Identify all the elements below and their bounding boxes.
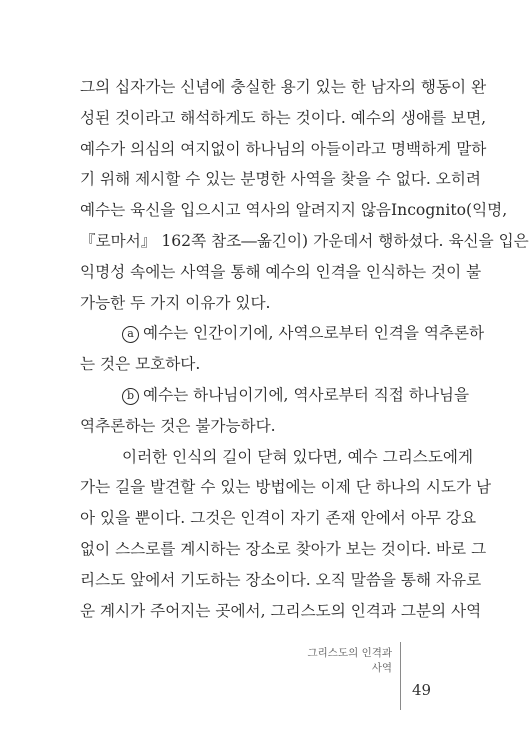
point-b-continuation: 역추론하는 것은 불가능하다. [80,416,276,435]
text-line: 『로마서』 162쪽 참조―옮긴이) 가운데서 행하셨다. 육신을 입은 [80,231,529,250]
running-head [300,646,392,676]
running-head-line-2: 사역 [371,662,392,674]
running-head-line-1: 그리스도의 인격과 [307,647,392,659]
footer-divider [400,642,401,710]
text-line: 아 있을 뿐이다. 그것은 인격이 자기 존재 안에서 아무 강요 [80,509,477,528]
text-line: 예수가 의심의 여지없이 하나님의 아들이라고 명백하게 말하 [80,139,487,158]
text-line: 익명성 속에는 사역을 통해 예수의 인격을 인식하는 것이 불 [80,262,482,281]
text-line: 가는 길을 발견할 수 있는 방법에는 이제 단 하나의 시도가 남 [80,478,492,497]
point-b-text: 예수는 하나님이기에, 역사로부터 직접 하나님을 [143,385,470,404]
text-line: 운 계시가 주어지는 곳에서, 그리스도의 인격과 그분의 사역 [80,601,482,620]
text-line: 없이 스스로를 계시하는 장소로 찾아가 보는 것이다. 바로 그 [80,539,487,558]
body-text [80,72,529,626]
point-b-line [80,380,470,411]
circled-letter-a: a [122,326,139,343]
circled-letter-b: b [122,388,139,405]
text-line: 그의 십자가는 신념에 충실한 용기 있는 한 남자의 행동이 완 [80,78,487,96]
point-a-line [80,318,485,349]
text-line: 성된 것이라고 해석하게도 하는 것이다. 예수의 생애를 보면, [80,108,487,127]
text-line: 예수는 육신을 입으시고 역사의 알려지지 않음Incognito(익명, [80,201,508,220]
text-line: 가능한 두 가지 이유가 있다. [80,293,271,312]
text-line: 리스도 앞에서 기도하는 장소이다. 오직 말씀을 통해 자유로 [80,570,482,589]
point-a-continuation: 는 것은 모호하다. [80,355,201,374]
point-a-text: 예수는 인간이기에, 사역으로부터 인격을 역추론하 [143,324,485,343]
text-line: 기 위해 제시할 수 있는 분명한 사역을 찾을 수 없다. 오히려 [80,170,481,189]
text-line: 이러한 인식의 길이 닫혀 있다면, 예수 그리스도에게 [122,447,474,466]
page-number: 49 [412,681,432,699]
